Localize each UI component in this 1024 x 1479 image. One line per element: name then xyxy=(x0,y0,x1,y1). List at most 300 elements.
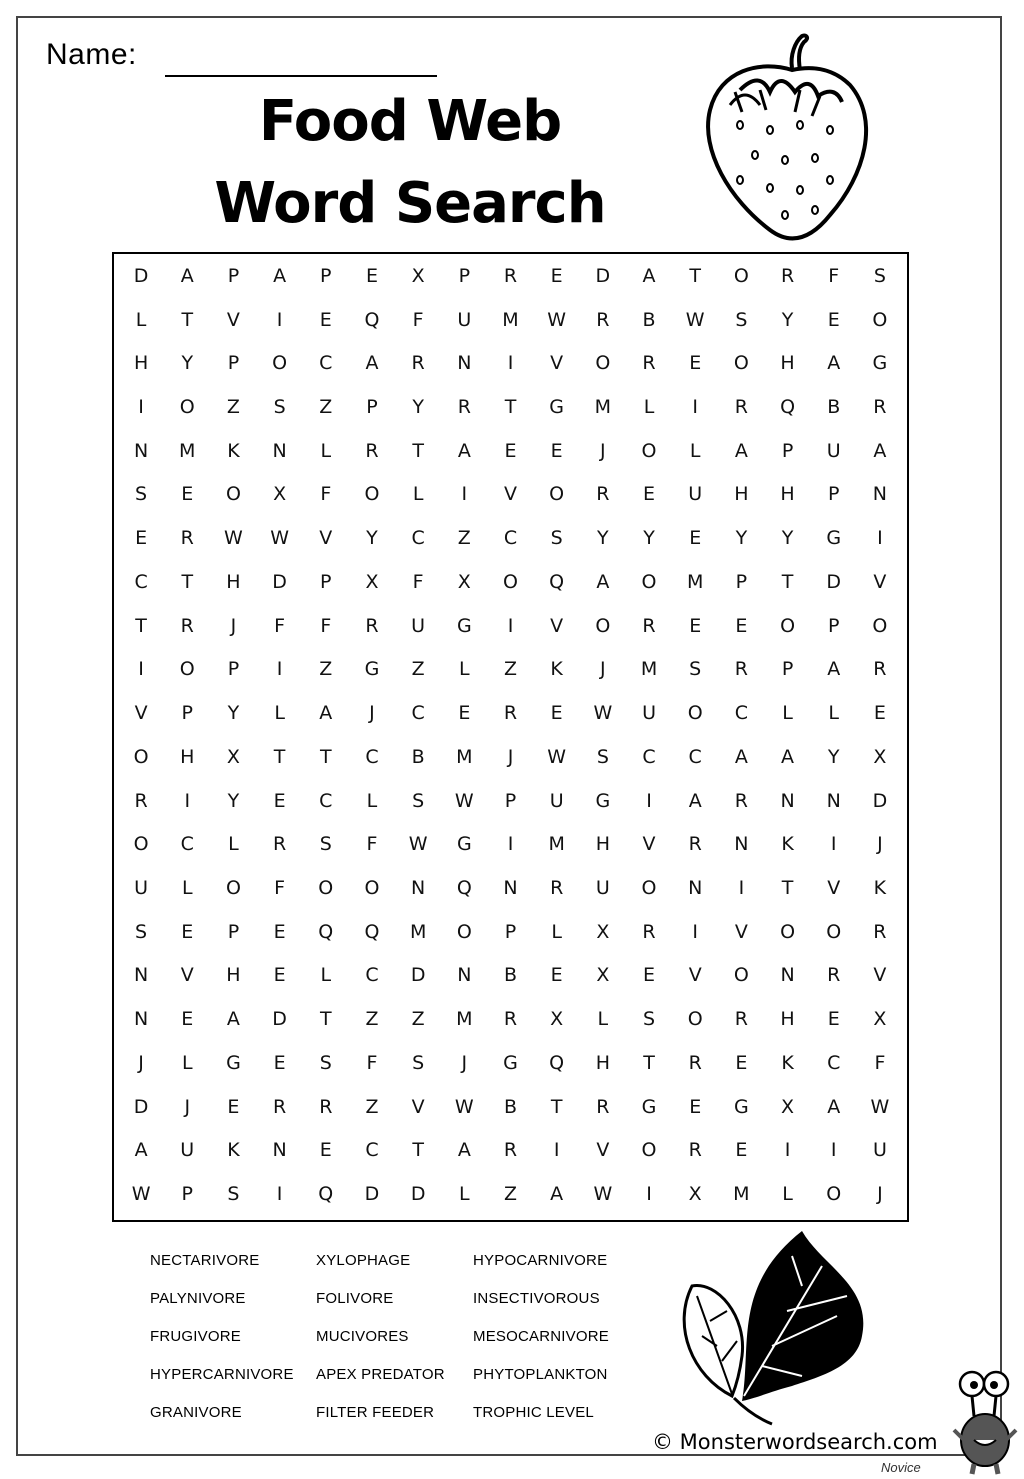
grid-letter[interactable]: H xyxy=(595,1051,610,1074)
grid-letter[interactable]: O xyxy=(225,877,241,900)
grid-letter[interactable]: H xyxy=(226,570,241,593)
grid-letter[interactable]: S xyxy=(135,483,148,506)
grid-letter[interactable]: X xyxy=(781,1095,795,1118)
grid-letter[interactable]: R xyxy=(596,483,610,506)
grid-letter[interactable]: O xyxy=(780,920,796,943)
grid-letter[interactable]: N xyxy=(133,1008,149,1031)
grid-letter[interactable]: R xyxy=(688,833,702,856)
grid-letter[interactable]: A xyxy=(596,570,610,593)
grid-letter[interactable]: G xyxy=(364,658,380,681)
grid-letter[interactable]: H xyxy=(133,352,149,375)
grid-letter[interactable]: O xyxy=(733,964,749,987)
grid-letter[interactable]: Y xyxy=(781,308,794,331)
grid-letter[interactable]: O xyxy=(549,483,565,506)
grid-letter[interactable]: J xyxy=(461,1051,468,1074)
grid-letter[interactable]: X xyxy=(873,745,887,768)
grid-letter[interactable]: S xyxy=(642,1008,656,1031)
grid-letter[interactable]: H xyxy=(595,833,610,856)
grid-letter[interactable]: V xyxy=(503,483,517,506)
grid-letter[interactable]: O xyxy=(872,308,888,331)
grid-letter[interactable]: G xyxy=(641,1095,657,1118)
grid-letter[interactable]: O xyxy=(318,877,334,900)
grid-letter[interactable]: W xyxy=(593,702,613,725)
grid-letter[interactable]: T xyxy=(550,1095,563,1118)
grid-letter[interactable]: K xyxy=(781,833,794,856)
grid-letter[interactable]: N xyxy=(688,877,703,900)
grid-letter[interactable]: R xyxy=(365,439,379,462)
grid-letter[interactable]: R xyxy=(273,1095,287,1118)
grid-letter[interactable]: I xyxy=(138,396,144,419)
grid-letter[interactable]: T xyxy=(273,745,286,768)
grid-letter[interactable]: E xyxy=(365,264,378,287)
grid-letter[interactable]: X xyxy=(411,264,425,287)
grid-letter[interactable]: E xyxy=(273,1051,286,1074)
grid-letter[interactable]: X xyxy=(596,920,610,943)
grid-letter[interactable]: G xyxy=(456,614,472,637)
grid-letter[interactable]: N xyxy=(734,833,749,856)
grid-letter[interactable]: O xyxy=(687,702,703,725)
grid-letter[interactable]: W xyxy=(547,308,567,331)
grid-letter[interactable]: J xyxy=(877,1183,883,1206)
grid-letter[interactable]: Z xyxy=(503,1183,517,1206)
grid-letter[interactable]: L xyxy=(459,658,470,681)
grid-letter[interactable]: S xyxy=(689,658,702,681)
grid-letter[interactable]: V xyxy=(180,964,194,987)
grid-letter[interactable]: E xyxy=(550,702,563,725)
grid-letter[interactable]: Y xyxy=(227,702,240,725)
grid-letter[interactable]: M xyxy=(594,396,612,419)
grid-letter[interactable]: A xyxy=(365,352,379,375)
grid-letter[interactable]: K xyxy=(227,1139,240,1162)
grid-letter[interactable]: M xyxy=(548,833,565,856)
grid-letter[interactable]: N xyxy=(272,439,287,462)
grid-letter[interactable]: I xyxy=(184,789,191,812)
grid-letter[interactable]: N xyxy=(457,964,472,987)
grid-letter[interactable]: E xyxy=(689,352,702,375)
grid-letter[interactable]: L xyxy=(828,702,840,725)
grid-letter[interactable]: K xyxy=(781,1051,794,1074)
grid-letter[interactable]: X xyxy=(873,1008,887,1031)
grid-letter[interactable]: P xyxy=(458,264,471,287)
grid-letter[interactable]: K xyxy=(873,877,887,900)
grid-letter[interactable]: D xyxy=(410,964,426,987)
grid-letter[interactable]: T xyxy=(181,570,194,593)
grid-letter[interactable]: E xyxy=(319,1139,332,1162)
grid-letter[interactable]: D xyxy=(595,264,611,287)
grid-letter[interactable]: V xyxy=(642,833,656,856)
grid-letter[interactable]: T xyxy=(181,308,194,331)
grid-letter[interactable]: D xyxy=(272,1008,287,1031)
grid-letter[interactable]: E xyxy=(735,1051,748,1074)
grid-letter[interactable]: M xyxy=(179,439,196,462)
grid-letter[interactable]: B xyxy=(827,396,841,419)
grid-letter[interactable]: Q xyxy=(364,920,380,943)
grid-letter[interactable]: D xyxy=(872,789,888,812)
grid-letter[interactable]: U xyxy=(549,789,564,812)
grid-letter[interactable]: E xyxy=(827,1008,840,1031)
grid-letter[interactable]: Q xyxy=(318,920,334,943)
grid-letter[interactable]: F xyxy=(412,570,424,593)
grid-letter[interactable]: R xyxy=(273,833,287,856)
grid-letter[interactable]: I xyxy=(784,1139,791,1162)
grid-letter[interactable]: O xyxy=(641,1139,657,1162)
grid-letter[interactable]: V xyxy=(319,527,333,550)
grid-letter[interactable]: Y xyxy=(597,527,609,550)
grid-letter[interactable]: Y xyxy=(643,527,655,550)
grid-letter[interactable]: Q xyxy=(364,308,380,331)
grid-letter[interactable]: E xyxy=(504,439,517,462)
grid-letter[interactable]: X xyxy=(457,570,471,593)
grid-letter[interactable]: H xyxy=(180,745,195,768)
grid-letter[interactable]: S xyxy=(550,527,563,550)
grid-letter[interactable]: J xyxy=(230,614,237,637)
grid-letter[interactable]: R xyxy=(134,789,148,812)
grid-letter[interactable]: L xyxy=(689,439,701,462)
grid-letter[interactable]: I xyxy=(507,833,514,856)
grid-letter[interactable]: R xyxy=(550,877,564,900)
grid-letter[interactable]: R xyxy=(642,352,656,375)
grid-letter[interactable]: O xyxy=(133,833,149,856)
grid-letter[interactable]: I xyxy=(692,396,698,419)
grid-letter[interactable]: Z xyxy=(365,1008,379,1031)
grid-letter[interactable]: E xyxy=(273,920,286,943)
grid-letter[interactable]: R xyxy=(365,614,379,637)
grid-letter[interactable]: Q xyxy=(549,1051,565,1074)
grid-letter[interactable]: I xyxy=(461,483,468,506)
grid-letter[interactable]: W xyxy=(547,745,567,768)
grid-letter[interactable]: D xyxy=(826,570,842,593)
grid-letter[interactable]: B xyxy=(503,964,518,987)
grid-letter[interactable]: N xyxy=(411,877,426,900)
grid-letter[interactable]: E xyxy=(689,527,702,550)
grid-letter[interactable]: N xyxy=(457,352,472,375)
grid-letter[interactable]: H xyxy=(780,1008,795,1031)
grid-letter[interactable]: Z xyxy=(319,658,333,681)
grid-letter[interactable]: Y xyxy=(181,352,194,375)
grid-letter[interactable]: V xyxy=(226,308,240,331)
grid-letter[interactable]: T xyxy=(781,877,794,900)
grid-letter[interactable]: X xyxy=(550,1008,564,1031)
grid-letter[interactable]: V xyxy=(596,1139,610,1162)
grid-letter[interactable]: S xyxy=(273,396,286,419)
grid-letter[interactable]: L xyxy=(274,702,285,725)
grid-letter[interactable]: D xyxy=(410,1183,426,1206)
grid-letter[interactable]: A xyxy=(134,1139,148,1162)
grid-letter[interactable]: R xyxy=(780,264,795,287)
grid-letter[interactable]: R xyxy=(734,1008,748,1031)
grid-letter[interactable]: L xyxy=(228,833,239,856)
grid-letter[interactable]: X xyxy=(226,745,240,768)
grid-letter[interactable]: O xyxy=(179,396,195,419)
grid-letter[interactable]: R xyxy=(503,1139,518,1162)
grid-letter[interactable]: I xyxy=(138,658,144,681)
grid-letter[interactable]: O xyxy=(456,920,472,943)
grid-letter[interactable]: C xyxy=(180,833,194,856)
grid-letter[interactable]: A xyxy=(457,439,471,462)
grid-letter[interactable]: S xyxy=(873,264,886,287)
grid-letter[interactable]: O xyxy=(826,920,842,943)
grid-letter[interactable]: Y xyxy=(827,745,840,768)
grid-letter[interactable]: L xyxy=(597,1008,609,1031)
grid-letter[interactable]: G xyxy=(595,789,611,812)
grid-letter[interactable]: U xyxy=(826,439,841,462)
grid-letter[interactable]: P xyxy=(227,264,240,287)
grid-letter[interactable]: V xyxy=(134,702,148,725)
grid-letter[interactable]: A xyxy=(273,264,287,287)
grid-letter[interactable]: G xyxy=(549,396,565,419)
grid-letter[interactable]: L xyxy=(551,920,562,943)
grid-letter[interactable]: O xyxy=(133,745,149,768)
grid-letter[interactable]: A xyxy=(180,264,194,287)
grid-letter[interactable]: U xyxy=(688,483,703,506)
grid-letter[interactable]: I xyxy=(507,614,514,637)
grid-letter[interactable]: O xyxy=(641,439,657,462)
grid-letter[interactable]: E xyxy=(735,614,748,637)
grid-letter[interactable]: O xyxy=(364,877,380,900)
grid-letter[interactable]: T xyxy=(412,1139,424,1162)
grid-letter[interactable]: O xyxy=(641,877,657,900)
grid-letter[interactable]: V xyxy=(827,877,841,900)
grid-letter[interactable]: C xyxy=(503,527,518,550)
grid-letter[interactable]: V xyxy=(688,964,702,987)
grid-letter[interactable]: W xyxy=(454,1095,474,1118)
grid-letter[interactable]: Z xyxy=(365,1095,379,1118)
grid-letter[interactable]: O xyxy=(595,352,611,375)
grid-letter[interactable]: E xyxy=(550,439,563,462)
grid-letter[interactable]: R xyxy=(411,352,425,375)
grid-letter[interactable]: U xyxy=(180,1139,195,1162)
grid-letter[interactable]: W xyxy=(593,1183,613,1206)
grid-letter[interactable]: R xyxy=(596,1095,610,1118)
grid-letter[interactable]: C xyxy=(365,745,379,768)
grid-letter[interactable]: I xyxy=(646,1183,652,1206)
grid-letter[interactable]: W xyxy=(685,308,705,331)
grid-letter[interactable]: E xyxy=(689,1095,702,1118)
grid-letter[interactable]: C xyxy=(734,702,749,725)
grid-letter[interactable]: E xyxy=(873,702,886,725)
grid-letter[interactable]: Y xyxy=(735,527,748,550)
grid-letter[interactable]: O xyxy=(780,614,796,637)
grid-letter[interactable]: O xyxy=(641,570,657,593)
grid-letter[interactable]: W xyxy=(870,1095,890,1118)
grid-letter[interactable]: S xyxy=(319,1051,332,1074)
grid-letter[interactable]: R xyxy=(457,396,471,419)
grid-letter[interactable]: G xyxy=(734,1095,749,1118)
grid-letter[interactable]: O xyxy=(687,1008,703,1031)
grid-letter[interactable]: N xyxy=(826,789,841,812)
grid-letter[interactable]: H xyxy=(780,352,795,375)
grid-letter[interactable]: E xyxy=(273,964,286,987)
grid-letter[interactable]: E xyxy=(827,308,840,331)
grid-letter[interactable]: B xyxy=(503,1095,518,1118)
grid-letter[interactable]: Z xyxy=(411,1008,425,1031)
grid-letter[interactable]: T xyxy=(689,264,701,287)
grid-letter[interactable]: O xyxy=(733,352,749,375)
grid-letter[interactable]: P xyxy=(366,396,378,419)
grid-letter[interactable]: B xyxy=(411,745,425,768)
grid-letter[interactable]: E xyxy=(550,964,563,987)
grid-letter[interactable]: W xyxy=(270,527,289,550)
grid-letter[interactable]: A xyxy=(734,439,748,462)
grid-letter[interactable]: I xyxy=(877,527,883,550)
grid-letter[interactable]: V xyxy=(550,352,564,375)
grid-letter[interactable]: M xyxy=(456,745,473,768)
grid-letter[interactable]: L xyxy=(181,877,193,900)
grid-letter[interactable]: C xyxy=(134,570,148,593)
grid-letter[interactable]: Q xyxy=(549,570,565,593)
grid-letter[interactable]: A xyxy=(642,264,656,287)
grid-letter[interactable]: U xyxy=(134,877,149,900)
grid-letter[interactable]: S xyxy=(412,789,425,812)
grid-letter[interactable]: E xyxy=(227,1095,240,1118)
grid-letter[interactable]: T xyxy=(319,1008,332,1031)
grid-letter[interactable]: J xyxy=(138,1051,144,1074)
grid-letter[interactable]: I xyxy=(830,1139,837,1162)
grid-letter[interactable]: N xyxy=(133,439,149,462)
grid-letter[interactable]: E xyxy=(550,264,563,287)
grid-letter[interactable]: R xyxy=(642,614,656,637)
grid-letter[interactable]: N xyxy=(272,1139,287,1162)
grid-letter[interactable]: C xyxy=(319,352,333,375)
grid-letter[interactable]: U xyxy=(457,308,472,331)
grid-letter[interactable]: E xyxy=(643,964,656,987)
grid-letter[interactable]: J xyxy=(507,745,514,768)
grid-letter[interactable]: R xyxy=(180,527,194,550)
grid-letter[interactable]: C xyxy=(319,789,333,812)
grid-letter[interactable]: W xyxy=(454,789,474,812)
grid-letter[interactable]: U xyxy=(642,702,656,725)
grid-letter[interactable]: I xyxy=(276,658,283,681)
grid-letter[interactable]: M xyxy=(502,308,519,331)
grid-letter[interactable]: M xyxy=(409,920,427,943)
grid-letter[interactable]: P xyxy=(320,264,332,287)
grid-letter[interactable]: X xyxy=(596,964,610,987)
grid-letter[interactable]: D xyxy=(272,570,287,593)
grid-letter[interactable]: G xyxy=(826,527,842,550)
grid-letter[interactable]: F xyxy=(274,614,286,637)
grid-letter[interactable]: O xyxy=(364,483,380,506)
grid-letter[interactable]: X xyxy=(273,483,287,506)
grid-letter[interactable]: R xyxy=(642,920,656,943)
grid-letter[interactable]: L xyxy=(782,1183,793,1206)
grid-letter[interactable]: I xyxy=(692,920,698,943)
grid-letter[interactable]: L xyxy=(181,1051,193,1074)
grid-letter[interactable]: Z xyxy=(319,396,333,419)
grid-letter[interactable]: T xyxy=(412,439,424,462)
grid-letter[interactable]: Y xyxy=(366,527,378,550)
grid-letter[interactable]: J xyxy=(184,1095,191,1118)
grid-letter[interactable]: C xyxy=(365,1139,379,1162)
grid-letter[interactable]: R xyxy=(734,396,748,419)
grid-letter[interactable]: Z xyxy=(457,527,471,550)
grid-letter[interactable]: P xyxy=(504,789,517,812)
grid-letter[interactable]: S xyxy=(735,308,748,331)
grid-letter[interactable]: E xyxy=(181,483,194,506)
grid-letter[interactable]: C xyxy=(827,1051,841,1074)
grid-letter[interactable]: S xyxy=(596,745,609,768)
grid-letter[interactable]: A xyxy=(226,1008,240,1031)
grid-letter[interactable]: Q xyxy=(318,1183,334,1206)
grid-letter[interactable]: N xyxy=(780,789,795,812)
grid-letter[interactable]: O xyxy=(826,1183,842,1206)
grid-letter[interactable]: S xyxy=(135,920,148,943)
grid-letter[interactable]: C xyxy=(365,964,379,987)
grid-letter[interactable]: R xyxy=(827,964,841,987)
grid-letter[interactable]: K xyxy=(227,439,240,462)
grid-letter[interactable]: A xyxy=(319,702,333,725)
grid-letter[interactable]: R xyxy=(688,1139,702,1162)
grid-letter[interactable]: G xyxy=(226,1051,241,1074)
grid-letter[interactable]: W xyxy=(131,1183,151,1206)
grid-letter[interactable]: L xyxy=(643,396,655,419)
grid-letter[interactable]: N xyxy=(133,964,149,987)
grid-letter[interactable]: A xyxy=(781,745,795,768)
grid-letter[interactable]: I xyxy=(738,877,745,900)
grid-letter[interactable]: T xyxy=(319,745,332,768)
grid-letter[interactable]: J xyxy=(600,658,606,681)
grid-letter[interactable]: L xyxy=(135,308,147,331)
grid-letter[interactable]: P xyxy=(227,658,240,681)
grid-letter[interactable]: R xyxy=(688,1051,702,1074)
grid-letter[interactable]: E xyxy=(735,1139,748,1162)
grid-letter[interactable]: W xyxy=(408,833,428,856)
grid-letter[interactable]: R xyxy=(503,702,518,725)
grid-letter[interactable]: Y xyxy=(781,527,794,550)
grid-letter[interactable]: O xyxy=(179,658,195,681)
grid-letter[interactable]: X xyxy=(688,1183,702,1206)
grid-letter[interactable]: O xyxy=(225,483,241,506)
grid-letter[interactable]: V xyxy=(550,614,564,637)
grid-letter[interactable]: I xyxy=(276,308,283,331)
grid-letter[interactable]: F xyxy=(274,877,286,900)
grid-letter[interactable]: U xyxy=(872,1139,887,1162)
grid-letter[interactable]: R xyxy=(873,396,887,419)
grid-letter[interactable]: E xyxy=(643,483,656,506)
grid-letter[interactable]: O xyxy=(272,352,288,375)
grid-letter[interactable]: I xyxy=(646,789,652,812)
grid-letter[interactable]: A xyxy=(873,439,887,462)
grid-letter[interactable]: P xyxy=(735,570,748,593)
grid-letter[interactable]: V xyxy=(873,570,887,593)
grid-letter[interactable]: B xyxy=(642,308,656,331)
grid-letter[interactable]: P xyxy=(320,570,332,593)
grid-letter[interactable]: H xyxy=(226,964,241,987)
grid-letter[interactable]: O xyxy=(733,264,749,287)
grid-letter[interactable]: L xyxy=(320,439,332,462)
grid-letter[interactable]: F xyxy=(366,833,378,856)
grid-letter[interactable]: F xyxy=(320,614,332,637)
grid-letter[interactable]: T xyxy=(643,1051,655,1074)
grid-letter[interactable]: N xyxy=(780,964,795,987)
grid-letter[interactable]: Q xyxy=(456,877,472,900)
grid-letter[interactable]: V xyxy=(873,964,887,987)
grid-letter[interactable]: P xyxy=(504,920,517,943)
grid-letter[interactable]: L xyxy=(459,1183,470,1206)
grid-letter[interactable]: T xyxy=(781,570,794,593)
grid-letter[interactable]: F xyxy=(320,483,332,506)
grid-letter[interactable]: F xyxy=(874,1051,886,1074)
grid-letter[interactable]: Z xyxy=(503,658,517,681)
grid-letter[interactable]: A xyxy=(827,352,841,375)
grid-letter[interactable]: I xyxy=(276,1183,283,1206)
grid-letter[interactable]: G xyxy=(456,833,472,856)
grid-letter[interactable]: N xyxy=(503,877,518,900)
grid-letter[interactable]: O xyxy=(872,614,888,637)
grid-letter[interactable]: C xyxy=(411,527,425,550)
grid-letter[interactable]: I xyxy=(507,352,514,375)
grid-letter[interactable]: R xyxy=(596,308,610,331)
grid-letter[interactable]: E xyxy=(181,1008,194,1031)
